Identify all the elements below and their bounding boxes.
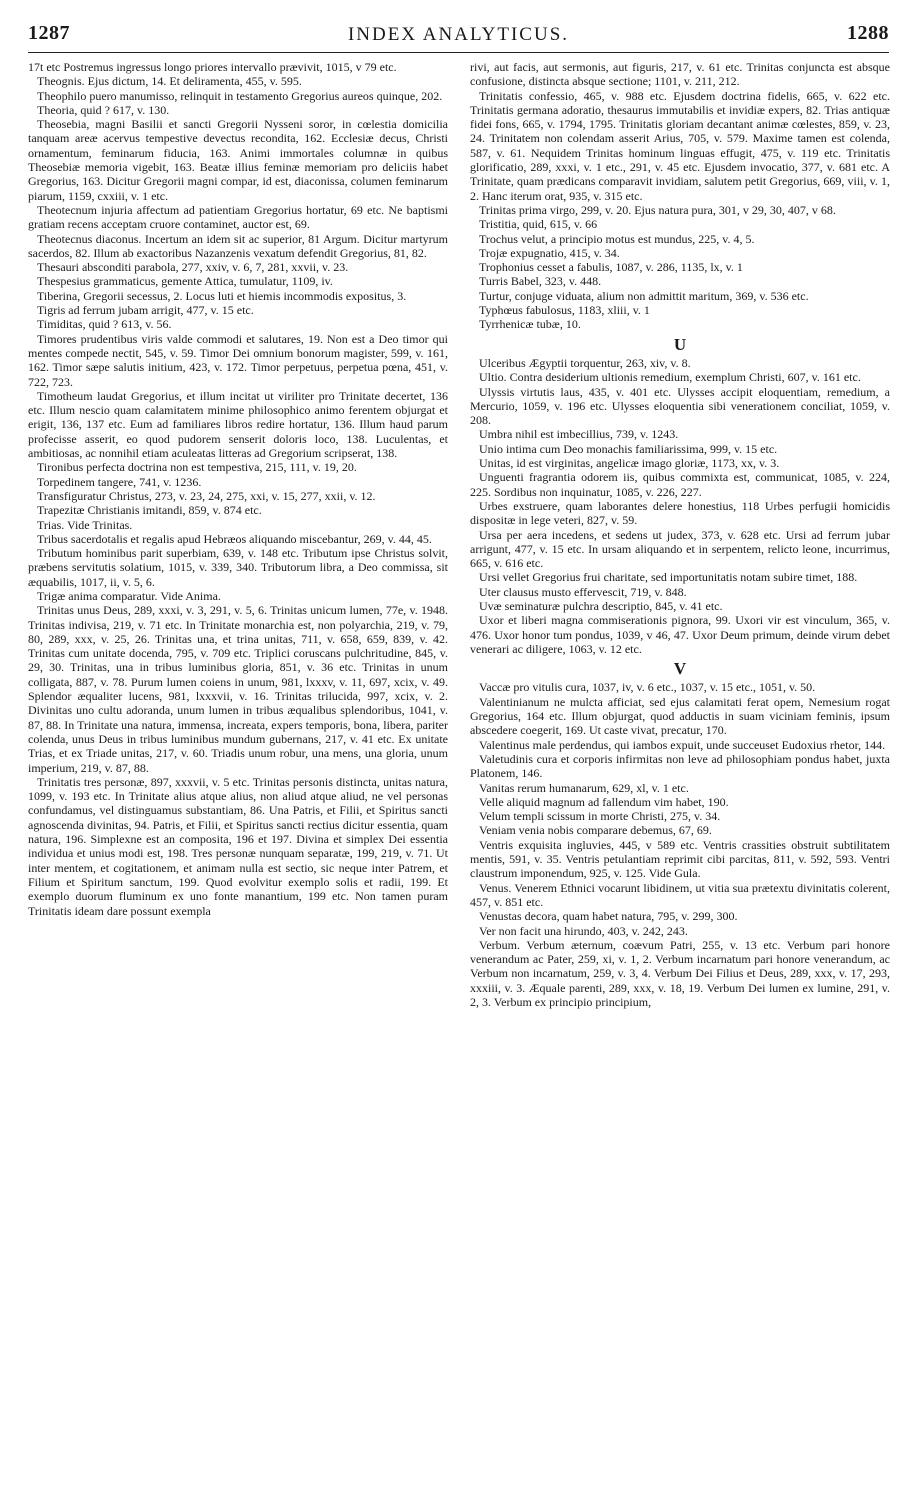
index-entry: Trojæ expugnatio, 415, v. 34. [479,245,620,260]
page-number-left: 1287 [28,22,70,44]
index-entry: Vanitas rerum humanarum, 629, xl, v. 1 etc. [479,780,689,795]
index-entry: Valentinus male perdendus, qui iambos expuit, unde succeuset Eudoxius rhetor, 144. [479,737,886,752]
index-entry: Uvæ seminaturæ pulchra descriptio, 845, v. 41 etc. [479,598,723,613]
index-entry: Trapezitæ Christianis imitandi, 859, v. 874 etc. [37,503,262,518]
index-entry: Typhœus fabulosus, 1183, xliii, v. 1 [479,303,650,318]
index-entry: Trochus velut, a principio motus est mundus, 225, v. 4, 5. [479,231,755,246]
index-entry: Velum templi scissum in morte Christi, 275, v. 34. [479,809,721,824]
index-entry: Ultio. Contra desiderium ultionis remedium, exemplum Christi, 607, v. 161 etc. [479,370,861,385]
index-entry: Tristitia, quid, 615, v. 66 [479,217,598,232]
page-header [28,18,889,53]
index-entry: Trophonius cesset a fabulis, 1087, v. 286, 1135, lx, v. 1 [479,260,743,275]
index-entry: Unio intima cum Deo monachis familiarissima, 999, v. 15 etc. [479,441,778,456]
index-entry: Theotecnum injuria affectum ad patientiam Gregorius hortatur, 69 etc. Ne baptismi gratiam recens acceptam cruore contaminet, auctor est, 69. [28,202,448,232]
index-entry: Ulyssis virtutis laus, 435, v. 401 etc. Ulysses accipit eloquentiam, remedium, a Mercurio, 1059, v. 196 etc. Ulysses eloquentia sibi venerationem conciliat, 1059, v. 208. [470,384,890,428]
index-entry: Tribus sacerdotalis et regalis apud Hebræos aliquando miscebantur, 269, v. 44, 45. [37,531,432,546]
index-entry: Thespesius grammaticus, gemente Attica, tumulatur, 1109, iv. [37,274,333,289]
index-entry: Timotheum laudat Gregorius, et illum incitat ut viriliter pro Trinitate decertet, 136 etc. Illum nescio quam calamitatem minime philosophico animo ferentem objurgat et erigit, 136, 137 etc. Eum ad familiares libros redire hortatur, 136. Illum haud parum profecisse asserit, eo quod pudorem senserit doloris loco, 138. Luculentas, et ambitiosas, ac nonnihil etiam aculeatas litteras ad Gregorium scripserat, 138. [28,388,448,461]
index-entry: Veniam venia nobis comparare debemus, 67, 69. [479,823,712,838]
index-entry: Tironibus perfecta doctrina non est tempestiva, 215, 111, v. 19, 20. [37,460,357,475]
page-number-right: 1288 [847,22,889,44]
index-entry: Vaccæ pro vitulis cura, 1037, iv, v. 6 etc., 1037, v. 15 etc., 1051, v. 50. [479,680,816,695]
index-entry: Uter clausus musto effervescit, 719, v. 848. [479,584,687,599]
index-entry: Trinitas prima virgo, 299, v. 20. Ejus natura pura, 301, v 29, 30, 407, v 68. [479,202,836,217]
index-entry: Transfiguratur Christus, 273, v. 23, 24, 275, xxi, v. 15, 277, xxii, v. 12. [37,488,376,503]
index-entry: Trinitatis tres personæ, 897, xxxvii, v. 5 etc. Trinitas personis distincta, unitas natura, 1099, v. 193 etc. In Trinitate alius atque alius, non aliud atque aliud, ne vel personas confundamus, vel distinguamus substantiam, 86. Una Patris, et Filii, et Spiritus sancti agnoscenda divinitas, 94. Patris, et Filii, et Spiritus sancti rectius dicitur essentia, quam natura, 196. Simplexne est an composita, 196 et 197. Divina et simplex Dei essentia individua et unius modi est, 198. Tres personæ nunquam separatæ, 199, 219, v. 71. Ut inter mentem, et cogitationem, et animam nulla est sectio, sic neque inter Patrem, et Filium et Spiritum sanctum, 199. Quod evolvitur exemplo solis et radii, 199. Et exemplo duorum fluminum ex uno fonte manantium, 199 etc. Non tamen puram Trinitatis ideam dare possunt exempla [28,774,448,918]
index-entry: Uxor et liberi magna commiserationis pignora, 99. Uxori vir est vinculum, 365, v. 476. Uxor honor tum pondus, 1039, v 46, 47. Uxor Deum primum, deinde virum debet venerari ac diligere, 1063, v. 12 etc. [470,613,890,656]
index-entry: rivi, aut facis, aut sermonis, aut figuris, 217, v. 61 etc. Trinitas conjuncta est absque confusione, distincta absque sectione; 1101, v. 211, 212. [470,60,890,89]
index-entry: Torpedinem tangere, 741, v. 1236. [37,474,202,489]
index-entry: Valetudinis cura et corporis infirmitas non leve ad philosophiam pondus habet, juxta Platonem, 146. [470,751,890,781]
index-entry: Venustas decora, quam habet natura, 795, v. 299, 300. [479,909,738,924]
running-title: INDEX ANALYTICUS. [347,24,570,45]
index-entry: Tributum hominibus parit superbiam, 639, v. 148 etc. Tributum ipse Christus solvit, præbens servitutis solatium, 1015, v. 339, 340. Tributorum libra, a Deo commissa, sit æquabilis, 1017, ii, v. 5, 6. [28,546,448,589]
index-entry: Turris Babel, 323, v. 448. [479,274,602,289]
index-entry: Turtur, conjuge viduata, alium non admittit maritum, 369, v. 536 etc. [479,288,809,303]
index-entry: Timiditas, quid ? 613, v. 56. [37,317,172,332]
index-entry: Ursa per aera incedens, et sedens ut judex, 373, v. 628 etc. Ursi ad ferrum jubar arrigunt, 477, v. 15 etc. In ursam aliquando et in serpentem, relicto leone, incurrimus, 665, v. 616 etc. [470,527,890,571]
index-entry: Ursi vellet Gregorius frui charitate, sed importunitatis notam subire timet, 188. [479,570,858,585]
index-entry: Ventris exquisita ingluvies, 445, v 589 etc. Ventris crassities obstruit subtilitatem mentis, 591, v. 35. Ventris petulantiam reprimit cibi parcitas, 811, v. 592, 593. Ventri claustrum imponendum, 925, v. 125. Vide Gula. [470,837,890,881]
left-column [28,60,448,1490]
index-entry: Verbum. Verbum æternum, coævum Patri, 255, v. 13 etc. Verbum pari honore venerandum ac Pater, 259, xi, v. 1, 2. Verbum incarnatum pari honore venerandum, ac Verbum non incarnatum, 259, v. 3, 4. Verbum Dei Filius et Deus, 289, xxx, v. 17, 293, xxxiii, v. 3. Æquale parenti, 289, xxx, v. 18, 19. Verbum Dei lumen ex lumine, 291, v. 2, 3. Verbum ex principio principium, [470,937,890,1009]
right-column [470,60,890,1490]
index-entry: Trinitas unus Deus, 289, xxxi, v. 3, 291, v. 5, 6. Trinitas unicum lumen, 77e, v. 1948. Trinitas indivisa, 219, v. 71 etc. In Trinitate monarchia est, non polyarchia, 219, v. 79, 80, 289, xxx, v. 25, 26. Trinitas una, et trina unitas, 711, v. 658, 659, 839, v. 42. Trinitas cum unitate docenda, 795, v. 709 etc. Triplici coruscans pulchritudine, 845, v. 29, 30. Trinitas, una in tribus luminibus gloria, 851, v. 36 etc. Trinitas in unum colligata, 887, v. 78. Purum lumen coiens in unum, 981, lxxxv, v. 11, 697, xcix, v. 49. Splendor æqualiter lucens, 981, lxxxvii, v. 16. Trinitas trilucida, 997, xcix, v. 2. Divinitas uno cultu adoranda, unum lumen in tribus æqualibus splendoribus, 1041, v. 87, 88. In Trinitate una natura, immensa, increata, expers temporis, bona, libera, pariter colenda, unus Deus in tribus luminibus mundum gubernans, 217, v. 41 etc. Ex unitate Trias, et ex Triade unitas, 217, v. 60. Triadis unum robur, una mens, una gloria, unum imperium, 219, v. 87, 88. [28,603,448,775]
index-entry: Ver non facit una hirundo, 403, v. 242, 243. [479,923,688,938]
index-entry: Velle aliquid magnum ad fallendum vim habet, 190. [479,794,729,809]
index-entry: Tigris ad ferrum jubam arrigit, 477, v. 15 etc. [37,303,254,318]
index-entry: Tyrrhenicæ tubæ, 10. [479,317,581,332]
index-entry: Umbra nihil est imbecillius, 739, v. 1243. [479,427,679,442]
index-entry: Venus. Venerem Ethnici vocarunt libidinem, ut vitia sua prætextu divinitatis colerent, 457, v. 851 etc. [470,880,890,909]
index-entry: Unguenti fragrantia odorem iis, quibus commixta est, communicat, 1085, v. 224, 225. Sordibus non inquinatur, 1085, v. 226, 227. [470,470,890,499]
index-entry: Theotecnus diaconus. Incertum an idem sit ac superior, 81 Argum. Dicitur martyrum sacerdos, 82. Illum ab exactoribus Nazanzenis vexatum defendit Gregorius, 81, 82. [28,231,448,260]
index-entry: Ulceribus Ægyptii torquentur, 263, xiv, v. 8. [479,355,691,370]
index-entry: Thesauri absconditi parabola, 277, xxiv, v. 6, 7, 281, xxvii, v. 23. [37,260,349,275]
index-entry: Trias. Vide Trinitas. [37,517,133,532]
index-entry: Trigæ anima comparatur. Vide Anima. [37,588,221,603]
index-entry: Valentinianum ne mulcta afficiat, sed ejus calamitati ferat opem, Nemesium rogat Gregorius, 164 etc. Illum objurgat, quod adductis in suam viciniam feminis, ipsum abscedere coegerit, 169. Ut caste vivat, precatur, 170. [470,694,890,738]
index-entry: Timores prudentibus viris valde commodi et salutares, 19. Non est a Deo timor qui mentes compede nectit, 545, v. 59. Timor Dei omnium bonorum magister, 599, v. 161, 162. Timor sæpe salutis initium, 423, v. 172. Timor perpetuus, perpetua pœna, 451, v. 722, 723. [28,331,448,389]
index-entry: Unitas, id est virginitas, angelicæ imago gloriæ, 1173, xx, v. 3. [479,456,780,471]
section-letter-heading: U [673,334,687,354]
section-letter-heading: V [673,659,687,679]
index-entry: Urbes exstruere, quam laborantes delere honestius, 118 Urbes perfugii homicidis dispositæ in lege veteri, 827, v. 59. [470,498,890,528]
index-entry: Trinitatis confessio, 465, v. 988 etc. Ejusdem doctrina fidelis, 665, v. 622 etc. Trinitatis germana adoratio, thesaurus immutabilis et invidiæ expers, 82. Trias antiquæ fidei fons, 665, v. 1794, 1795. Trinitatis gloriam decantant animæ cœlestes, 859, v. 23, 24. Trinitatem non colendam asserit Arius, 705, v. 579. Maxime tamen est colenda, 587, v. 61. Nequidem Trinitas hominum linguas effugit, 475, v. 119 etc. Trinitatis glorificatio, 289, xxxi, v. 1 etc., 291, v. 45 etc. Ejusdem invocatio, 377, v. 681 etc. A Trinitate, quam prædicans comparavit invidiam, salutem petit Gregorius, 669, viii, v. 1, 2. Hanc iterum orat, 935, v. 315 etc. [470,88,890,203]
index-entry: 17t etc Postremus ingressus longo priores intervallo prævivit, 1015, v 79 etc. [28,60,397,74]
index-entry: Theophilo puero manumisso, relinquit in testamento Gregorius aureos quinque, 202. [37,88,443,103]
index-entry: Tiberina, Gregorii secessus, 2. Locus luti et hiemis incommodis expositus, 3. [37,288,407,303]
index-entry: Theoria, quid ? 617, v. 130. [37,102,170,117]
index-entry: Theognis. Ejus dictum, 14. Et deliramenta, 455, v. 595. [37,74,302,89]
index-entry: Theosebia, magni Basilii et sancti Gregorii Nysseni soror, in cœlestia domicilia tanquam areæ acervus tempestive devectus recondita, 162. Ecclesiæ decus, Christi ornamentum, feminarum fiducia, 163. Animi immortales columnæ in quibus Theosebiæ memoria vigebit, 163. Beatæ illius feminæ memoriam pro deliciis habet Gregorius, 163. Dicitur Gregorii magni compar, id est, diaconissa, columen feminarum piarum, 1159, cxxiii, v. 1 etc. [28,117,448,203]
